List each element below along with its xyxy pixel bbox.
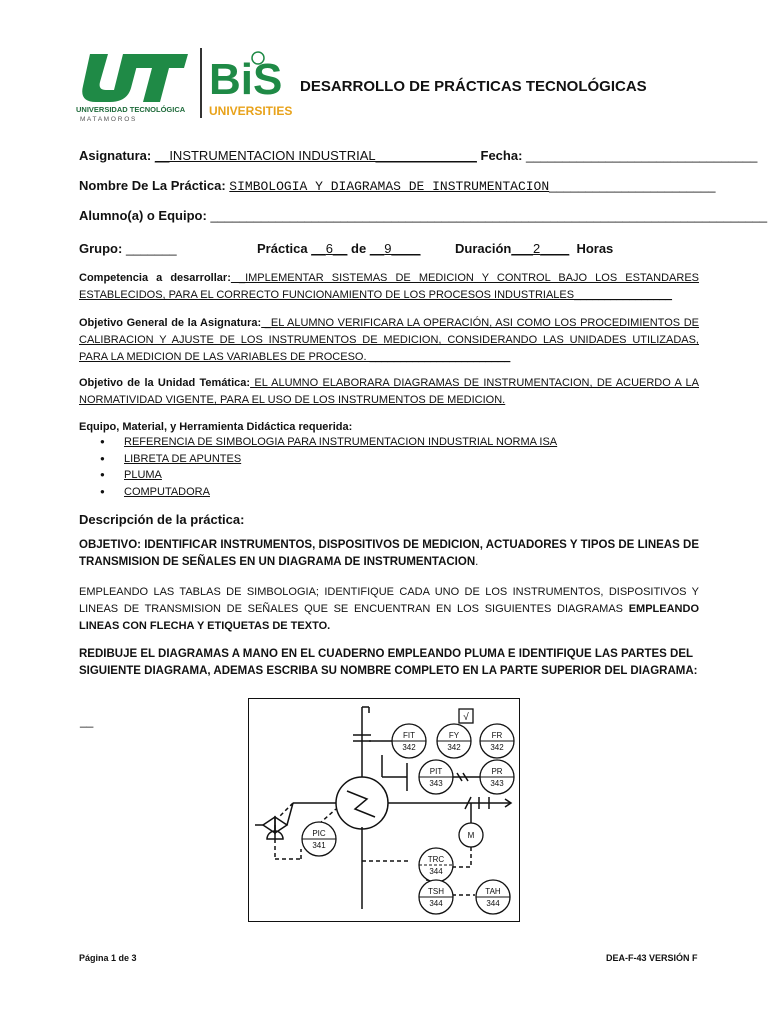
practica-total: 9	[384, 241, 392, 256]
tag-pr: PR	[491, 767, 503, 776]
equipo-label-text: Equipo, Material, y Herramienta Didáctica requerida:	[79, 421, 353, 433]
duracion-label: Duración	[455, 241, 512, 256]
objetivo-unidad-text: EL ALUMNO ELABORARA DIAGRAMAS DE INSTRUMENTACION, DE ACUERDO A LA NORMATIVIDAD VIGENTE, PARA EL USO DE LOS INSTRUMENTOS DE MEDICION.	[79, 377, 699, 406]
nombre-row	[79, 178, 715, 194]
descripcion-title: Descripción de la práctica:	[79, 512, 245, 527]
ut-logo-line2: M A T A M O R O S	[80, 116, 136, 123]
objetivo-general-paragraph	[79, 315, 699, 366]
tag-fr-num: 342	[490, 743, 504, 752]
dash-mark: __	[80, 714, 94, 728]
asignatura-label: Asignatura:	[79, 148, 152, 163]
page-title: DESARROLLO DE PRÁCTICAS TECNOLÓGICAS	[300, 78, 647, 95]
tag-tah: TAH	[485, 887, 501, 896]
nombre-trail: _______________________	[549, 178, 716, 193]
equipo-list	[100, 434, 557, 500]
fecha-label: Fecha:	[480, 148, 523, 163]
bis-logo-line1: UNIVERSITIES	[209, 104, 293, 118]
tag-pic: PIC	[312, 829, 326, 838]
footer-page: Página 1 de 3	[79, 953, 137, 963]
objetivo-text: OBJETIVO: IDENTIFICAR INSTRUMENTOS, DISPOSITIVOS DE MEDICION, ACTUADORES Y TIPOS DE LINEAS DE TRANSMISION DE SEÑALES EN UN DIAGRAMA DE INSTRUMENTACION	[79, 539, 699, 568]
alumno-row	[79, 208, 767, 223]
practica-num: 6	[325, 241, 333, 256]
tag-fit: FIT	[403, 731, 415, 740]
list-item: ● REFERENCIA DE SIMBOLOGIA PARA INSTRUMENTACION INDUSTRIAL NORMA ISA	[100, 434, 557, 451]
empleando-text: EMPLEANDO LAS TABLAS DE SIMBOLOGIA; IDENTIFIQUE CADA UNO DE LOS INSTRUMENTOS, DISPOSITIVOS Y LINEAS DE TRANSMISION DE SEÑALES QUE SE ENCUENTRAN EN LOS SIGUIENTES DIAGRAMAS	[79, 586, 699, 615]
ut-logo-line1: UNIVERSIDAD TECNOLÓGICA	[76, 105, 186, 114]
list-item: ● PLUMA	[100, 467, 557, 484]
alumno-label: Alumno(a) o Equipo:	[79, 208, 207, 223]
objetivo-end: .	[475, 556, 479, 568]
tag-tsh-num: 344	[429, 899, 443, 908]
objetivo-general-text: _EL ALUMNO VERIFICARA LA OPERACIÓN, ASI COMO LOS PROCEDIMIENTOS DE CALIBRACION Y AJUSTE DE LOS INSTRUMENTOS DE MEDICION, CONSIDERANDO LAS UNIDADES UTILIZADAS, PARA LA MEDICION DE LAS VARIABLES DE PROCESO. _______________________	[79, 317, 699, 363]
empleando-bold: EMPLEANDO LINEAS CON FLECHA Y ETIQUETAS DE TEXTO.	[79, 603, 699, 632]
bis-logo	[203, 46, 303, 122]
tag-trc-num: 344	[429, 867, 443, 876]
tag-pit-num: 343	[429, 779, 443, 788]
alumno-value: _____________________________________________________________________________	[210, 208, 768, 223]
grupo-label: Grupo:	[79, 241, 123, 256]
nombre-value: SIMBOLOGIA Y DIAGRAMAS DE INSTRUMENTACION	[229, 179, 550, 194]
tag-fr: FR	[491, 731, 503, 740]
objetivo-paragraph	[79, 537, 699, 571]
grupo-row	[79, 241, 177, 256]
asignatura-row	[79, 148, 757, 163]
tag-trc: TRC	[427, 855, 445, 864]
list-item: ● LIBRETA DE APUNTES	[100, 451, 557, 468]
fecha-value: ________________________________	[526, 148, 758, 163]
bis-logo-mark: BiS	[209, 55, 283, 104]
tag-tah-num: 344	[486, 899, 500, 908]
list-item: ● COMPUTADORA	[100, 484, 557, 501]
competencia-label: Competencia a desarrollar:	[79, 272, 231, 284]
nombre-label: Nombre De La Práctica:	[79, 178, 226, 193]
objetivo-general-label: Objetivo General de la Asignatura:	[79, 317, 262, 329]
competencia-paragraph	[79, 270, 699, 304]
objetivo-unidad-label: Objetivo de la Unidad Temática:	[79, 377, 251, 389]
sqrt-symbol: √	[463, 712, 469, 723]
empleando-paragraph	[79, 584, 699, 635]
practica-label: Práctica	[257, 241, 308, 256]
tag-motor: M	[467, 831, 475, 840]
objetivo-unidad-paragraph	[79, 375, 699, 409]
ut-logo	[76, 46, 196, 126]
footer-code: DEA-F-43 VERSIÓN F	[606, 953, 698, 963]
duracion-row: Duración___2____ Horas	[455, 241, 614, 256]
tag-pic-num: 341	[312, 841, 326, 850]
de-label: de	[351, 241, 367, 256]
tag-fy-num: 342	[447, 743, 461, 752]
asignatura-value: __INSTRUMENTACION INDUSTRIAL______________	[154, 148, 477, 163]
practica-row: Práctica __6__ de __9____	[257, 241, 421, 256]
tag-tsh: TSH	[428, 887, 444, 896]
tag-fy: FY	[448, 731, 460, 740]
grupo-value: _______	[125, 241, 177, 256]
redibuje-paragraph: REDIBUJE EL DIAGRAMAS A MANO EN EL CUADERNO EMPLEANDO PLUMA E IDENTIFIQUE LAS PARTES DEL SIGUIENTE DIAGRAMA, ADEMAS ESCRIBA SU NOMBRE COMPLETO EN LA PARTE SUPERIOR DEL DIAGRAMA:	[79, 648, 698, 677]
tag-fit-num: 342	[402, 743, 416, 752]
duracion-value: 2	[533, 241, 541, 256]
tag-pr-num: 343	[490, 779, 504, 788]
horas-label: Horas	[576, 241, 614, 256]
competencia-text: _IMPLEMENTAR SISTEMAS DE MEDICION Y CONTROL BAJO LOS ESTANDARES ESTABLECIDOS, PARA EL CORRECTO FUNCIONAMIENTO DE LOS PROCESOS INDUSTRIALES________________	[79, 272, 699, 301]
logo-divider	[200, 48, 202, 118]
instrumentation-diagram	[248, 698, 520, 922]
tag-pit: PIT	[429, 767, 443, 776]
